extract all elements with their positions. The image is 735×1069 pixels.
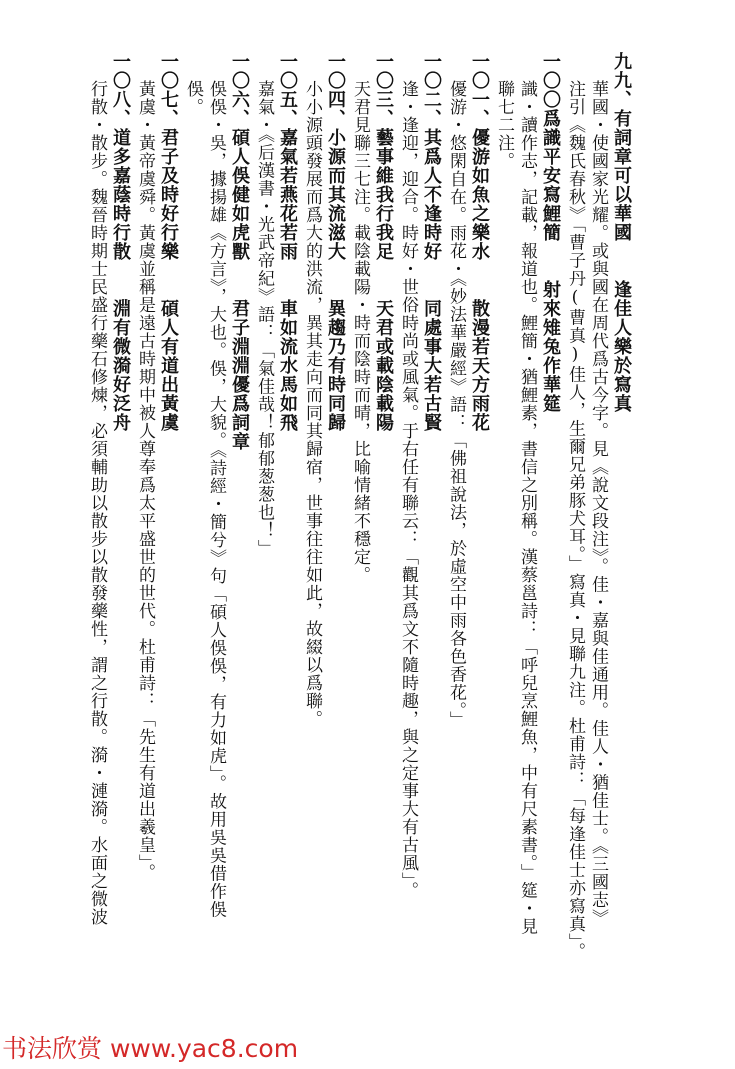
entry-heading-102: 一〇二、其爲人不逢時好 同處事大若古賢 [421,52,442,432]
entry-heading-104: 一〇四、小源而其流滋大 異趨乃有時同歸 [325,52,346,432]
entry-note-99-line-2: 注引《魏氏春秋》「曹子丹(曹真)佳人，生爾兄弟豚犬耳。」寫真・見聯九注。杜甫詩：「每逢佳士亦寫真」。 [565,80,585,961]
entry-heading-99: 九九、有詞章可以華國 逢佳人樂於寫真 [611,52,632,413]
entry-note-106-line-2: 俁。 [183,80,203,116]
entry-note-108: 行散・散步。魏晉時期士民盛行藥石修煉，必須輔助以散步以散發藥性，謂之行散。漪・漣漪。水面之微波 [87,80,107,926]
entry-heading-106: 一〇六、碩人俁健如虎獸 君子淵淵優爲詞章 [229,52,250,451]
entry-heading-101: 一〇一、優游如魚之樂水 散漫若天方雨花 [469,52,490,432]
entry-note-101: 優游・悠閑自在。雨花・《妙法華嚴經》語：「佛祖說法，於虛空中雨各色香花。」 [446,80,466,729]
entry-heading-103: 一〇三、藝事維我行我足 天君或載陰載陽 [373,52,394,432]
site-watermark: 书法欣赏 www.yac8.com [2,1034,299,1063]
entry-heading-105: 一〇五、嘉氣若燕花若雨 車如流水馬如飛 [277,52,298,432]
entry-note-107: 黃虞・黃帝虞舜。黃虞並稱是遠古時期中被人尊奉爲太平盛世的世代。杜甫詩：「先生有道出羲皇」。 [135,80,155,882]
entry-heading-107: 一〇七、君子及時好行樂 碩人有道出黃虞 [158,52,179,432]
entry-heading-100: 一〇〇爲識平安寫鯉簡 射來雉兔作華筵 [540,52,561,413]
entry-note-103: 天君見聯三七注。載陰載陽・時而陰時而晴，比喻情緒不穩定。 [350,80,370,584]
entry-note-100-line-1: 識・讀作志，記載，報道也。鯉簡・猶鯉素，書信之別稱。漢蔡邕詩：「呼兒烹鯉魚，中有尺素書。」筵・見 [517,80,537,936]
entry-note-100-line-2: 聯七二注。 [494,80,514,170]
entry-note-102: 逢・逢迎，迎合。時好・世俗時尚或風氣。于右任有聯云：「觀其爲文不隨時趣，與之定事大有古風」。 [398,80,418,900]
entry-note-105: 嘉氣・《后漢書・光武帝紀》語：「氣佳哉！郁郁葱葱也！」 [254,80,274,558]
entry-note-106-line-1: 俁俁・吳，據揚雄《方言》，大也。俁，大貌。《詩經・簡兮》句「碩人俁俁，有力如虎」。故用吳吳借作俁 [206,80,226,919]
entry-note-99-line-1: 華國・使國家光耀。或與國在周代爲古今字。見《說文段注》。佳・嘉與佳通用。佳人・猶佳士。《三國志》 [588,80,608,927]
entry-heading-108: 一〇八、道多嘉蔭時行散 淵有微漪好泛舟 [110,52,131,432]
entry-note-104: 小小源頭發展而爲大的洪流，異其走向而同其歸宿，世事往往如此，故綴以爲聯。 [302,80,322,728]
